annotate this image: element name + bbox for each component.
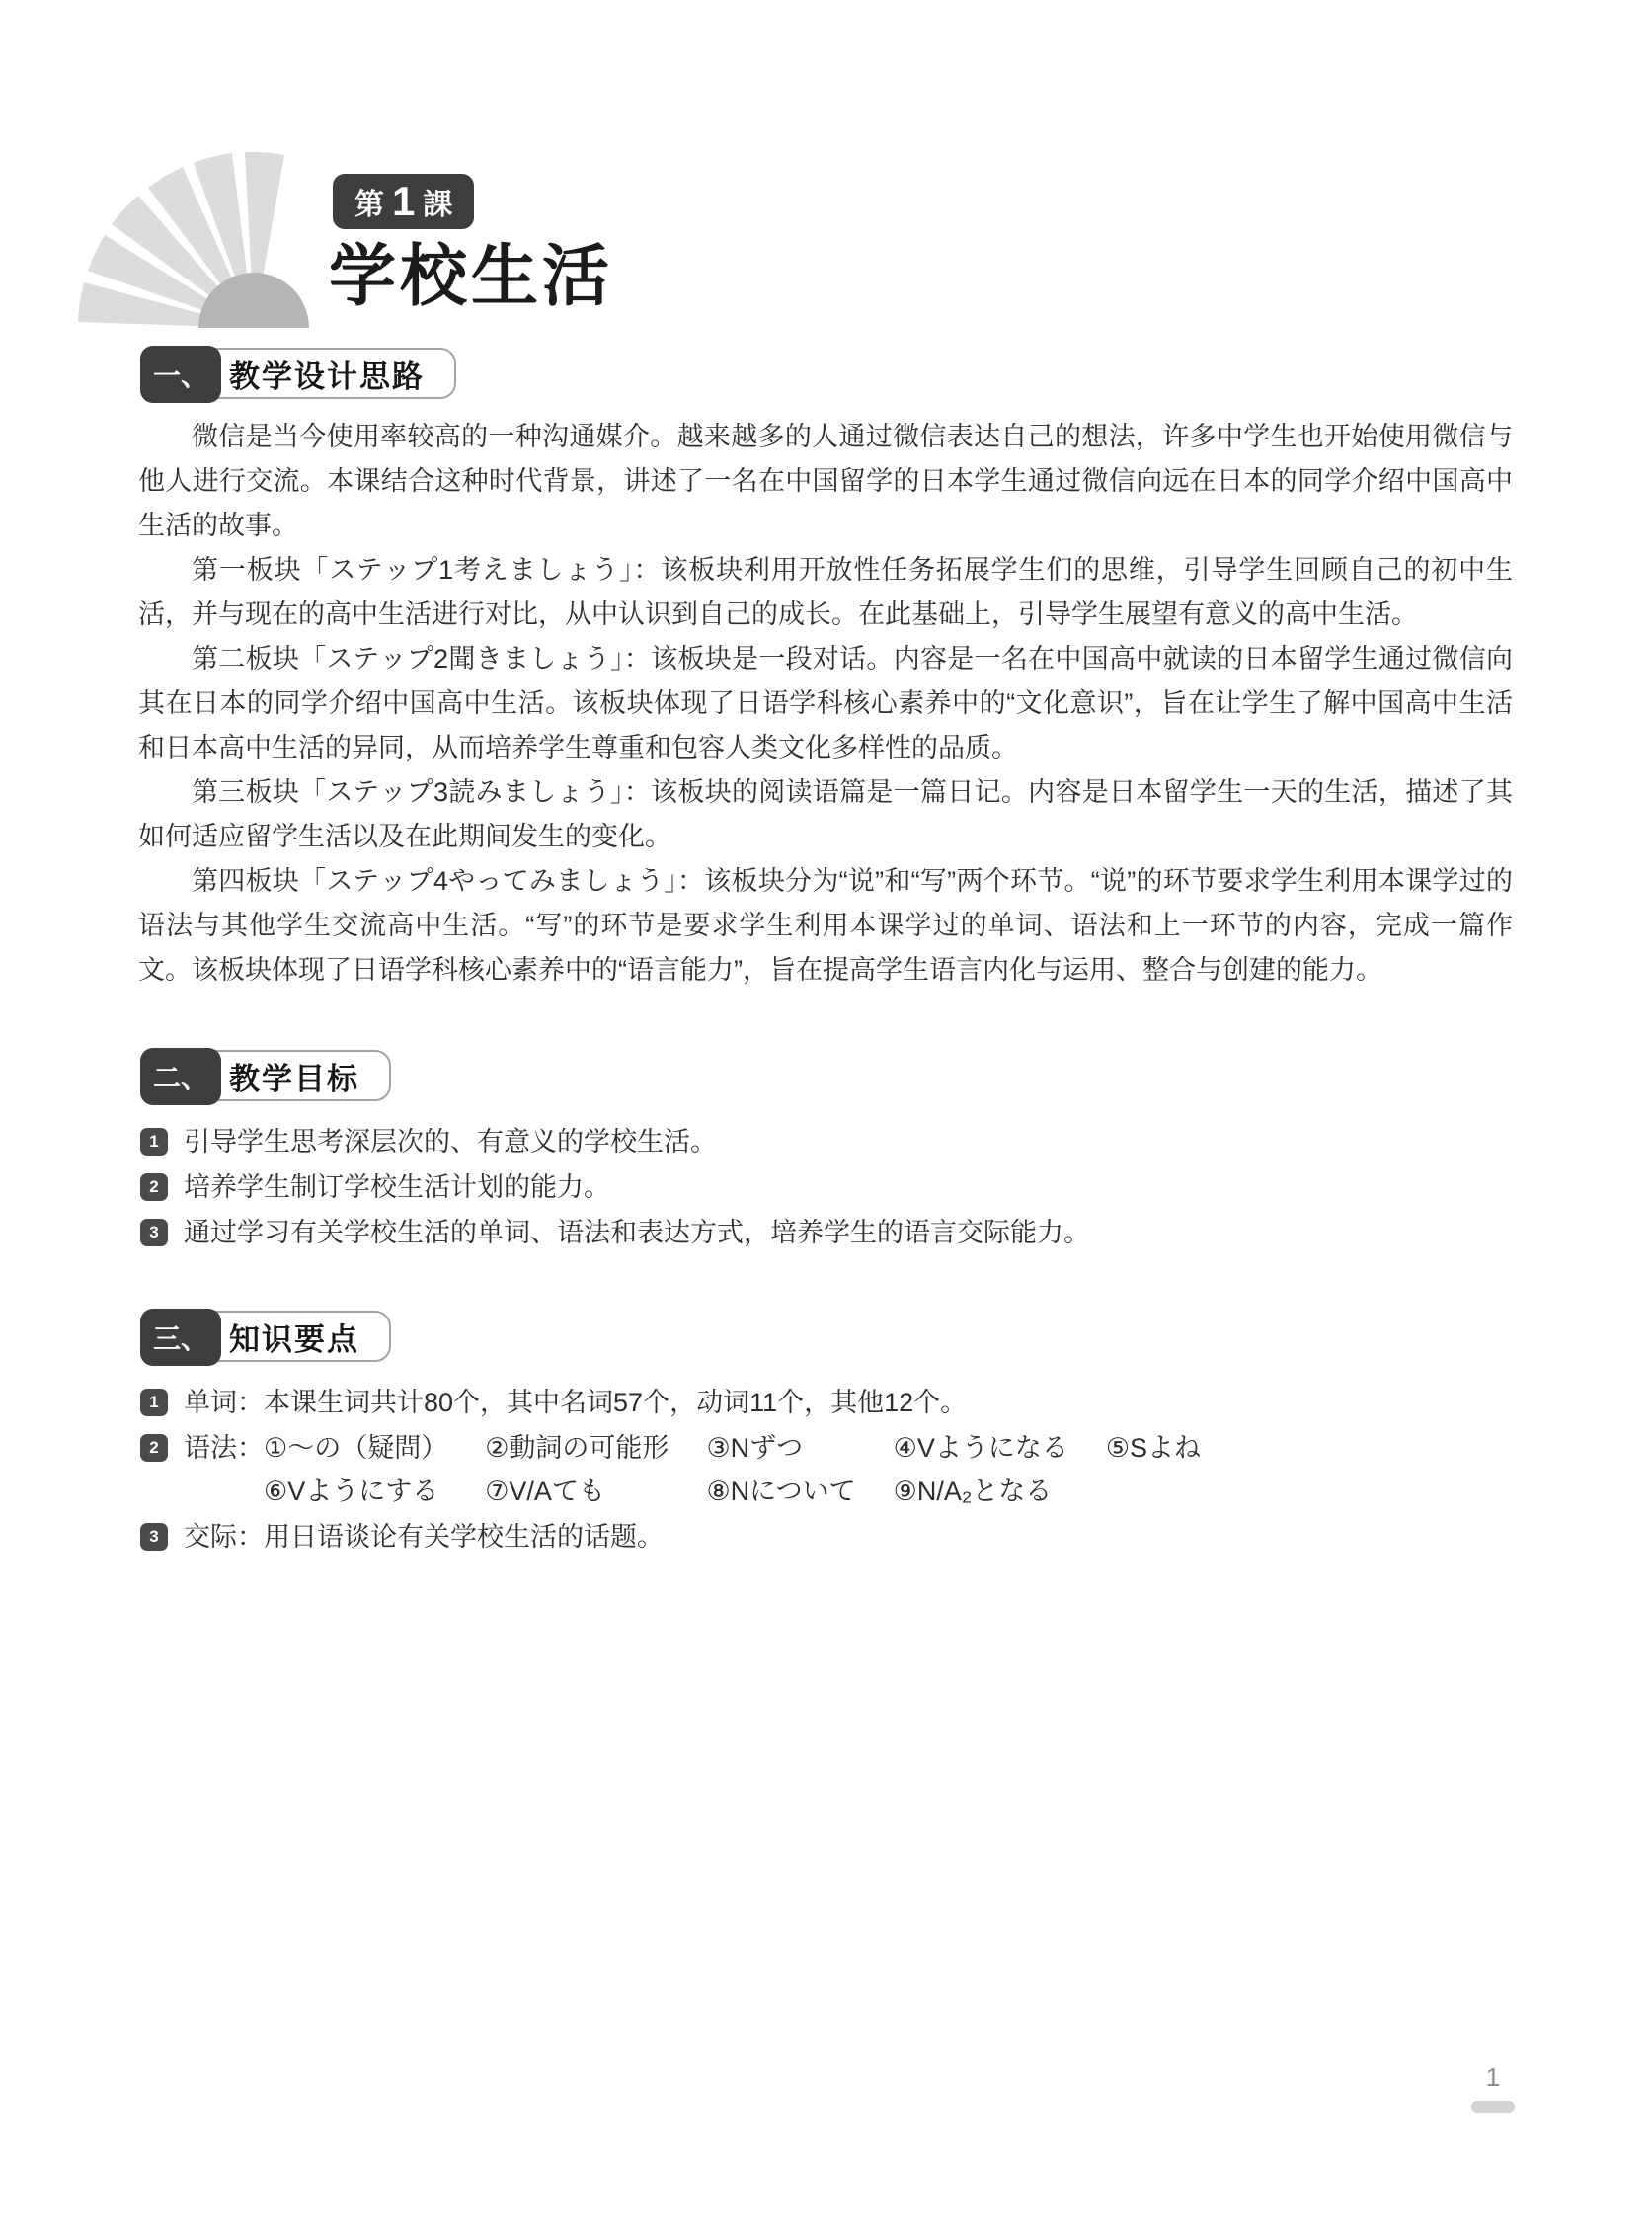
item-label: 单词：	[184, 1388, 264, 1417]
page-number-bar	[1471, 2101, 1515, 2113]
paragraph: 第四板块「ステップ4やってみましょう」：该板块分为“说”和“写”两个环节。“说”的环节要求学生利用本课学过的语法与其他学生交流高中生活。“写”的环节是要求学生利用本课学过的单词、语法和上一环节的内容，完成一篇作文。该板块体现了日语学科核心素养中的“语言能力”，旨在提高学生语言内化与运用、整合与创建的能力。	[138, 866, 1513, 985]
paragraph-block	[138, 415, 1513, 993]
item-number-badge: 2	[140, 1434, 168, 1462]
paragraph: 第二板块「ステップ2聞きましょう」：该板块是一段对话。内容是一名在中国高中就读的日本留学生通过微信向其在日本的同学介绍中国高中生活。该板块体现了日语学科核心素养中的“文化意识”，旨在让学生了解中国高中生活和日本高中生活的异同，从而培养学生尊重和包容人类文化多样性的品质。	[138, 644, 1513, 762]
section-knowledge-points	[138, 1311, 1513, 1557]
grammar-point-grid	[264, 1427, 1513, 1512]
item-label: 交际：	[184, 1522, 264, 1552]
section-header	[152, 1311, 391, 1362]
item-text: 培养学生制订学校生活计划的能力。	[184, 1172, 610, 1202]
section-teaching-design	[138, 348, 1513, 993]
list-item	[140, 1382, 1513, 1423]
grammar-point: ⑨N/A₂となる	[893, 1477, 1053, 1506]
grammar-point: ④Vようになる	[893, 1433, 1068, 1463]
section-number-badge: 一、	[140, 346, 221, 403]
page-content	[138, 348, 1513, 1561]
list-item	[140, 1516, 1513, 1557]
item-label: 语法：	[184, 1433, 264, 1463]
list-item	[140, 1427, 1513, 1512]
grammar-point: ③Nずつ	[706, 1433, 804, 1463]
grammar-point: ⑦V/Aても	[485, 1477, 605, 1506]
lesson-number-badge	[333, 174, 474, 229]
grammar-point: ⑥Vようにする	[264, 1477, 439, 1506]
grammar-point: ①～の（疑問）	[264, 1433, 448, 1463]
section-teaching-goals	[138, 1050, 1513, 1253]
item-number-badge: 1	[140, 1128, 168, 1156]
paragraph: 第一板块「ステップ1考えましょう」：该板块利用开放性任务拓展学生们的思维，引导学生回顾自己的初中生活，并与现在的高中生活进行对比，从中认识到自己的成长。在此基础上，引导学生展望有意义的高中生活。	[138, 555, 1513, 629]
list-item	[140, 1212, 1513, 1253]
item-number-badge: 1	[140, 1389, 168, 1416]
grammar-point: ②動詞の可能形	[485, 1433, 669, 1463]
page-number-text: 1	[1485, 2062, 1501, 2092]
item-text: 通过学习有关学校生活的单词、语法和表达方式，培养学生的语言交际能力。	[184, 1218, 1090, 1247]
section-heading: 知识要点	[229, 1321, 359, 1357]
section-header	[152, 348, 456, 399]
paragraph: 微信是当今使用率较高的一种沟通媒介。越来越多的人通过微信表达自己的想法，许多中学生也开始使用微信与他人进行交流。本课结合这种时代背景，讲述了一名在中国留学的日本学生通过微信向远在日本的同学介绍中国高中生活的故事。	[138, 422, 1513, 540]
grammar-point: ⑤Sよね	[1105, 1433, 1202, 1463]
item-text: 用日语谈论有关学校生活的话题。	[264, 1522, 664, 1552]
section-number-badge: 二、	[140, 1048, 221, 1105]
lesson-prefix: 第	[354, 189, 384, 221]
section-heading: 教学设计思路	[229, 359, 425, 394]
grammar-point: ⑧Nについて	[706, 1477, 856, 1506]
page-title: 学校生活	[329, 239, 614, 314]
section-number-badge: 三、	[140, 1309, 221, 1366]
list-item	[140, 1121, 1513, 1162]
item-text: 引导学生思考深层次的、有意义的学校生活。	[184, 1127, 717, 1157]
item-number-badge: 2	[140, 1173, 168, 1201]
lesson-suffix: 課	[423, 189, 453, 221]
goal-list	[140, 1121, 1513, 1253]
lesson-number: 1	[392, 178, 416, 224]
page-number	[1469, 2062, 1517, 2113]
item-text: 本课生词共计80个，其中名词57个，动词11个，其他12个。	[264, 1388, 968, 1417]
item-number-badge: 3	[140, 1219, 168, 1246]
list-item	[140, 1166, 1513, 1208]
section-header	[152, 1050, 391, 1101]
paragraph: 第三板块「ステップ3読みましょう」：该板块的阅读语篇是一篇日记。内容是日本留学生一天的生活，描述了其如何适应留学生活以及在此期间发生的变化。	[138, 777, 1513, 851]
item-number-badge: 3	[140, 1523, 168, 1551]
section-heading: 教学目标	[229, 1061, 359, 1096]
knowledge-list	[140, 1382, 1513, 1557]
fan-decoration-icon	[61, 140, 357, 338]
